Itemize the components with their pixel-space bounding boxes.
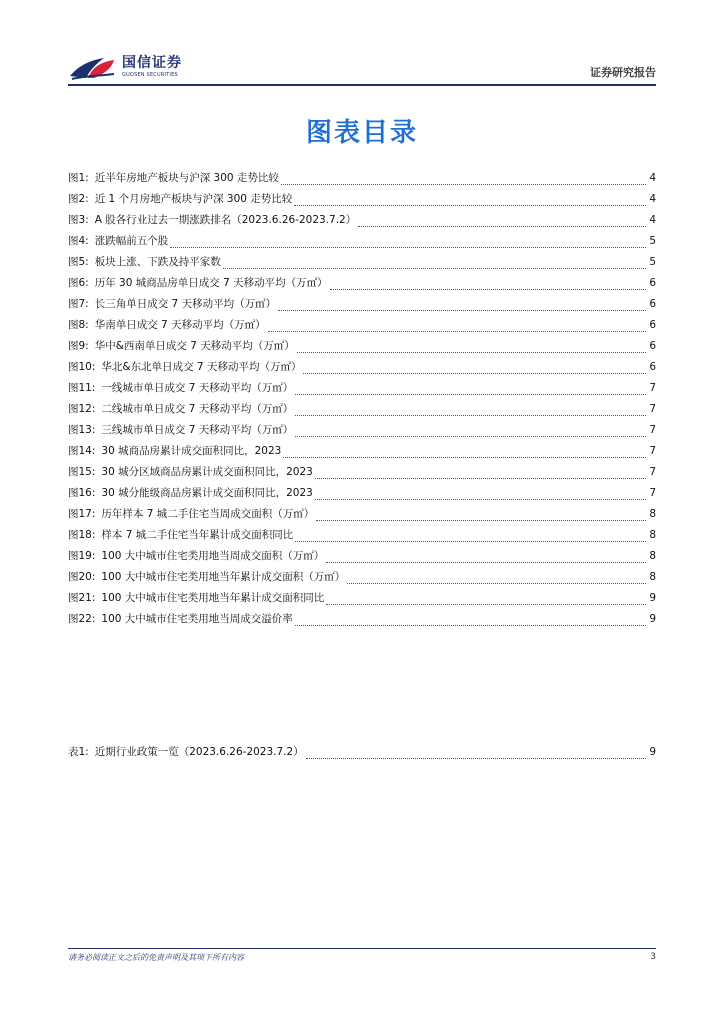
figure-entry[interactable] — [68, 296, 656, 317]
dot-leader — [223, 267, 646, 269]
figure-entry-title: 历年样本 7 城二手住宅当周成交面积（万㎡） — [101, 508, 315, 520]
figure-entry-page: 6 — [649, 361, 656, 373]
figure-entry-page: 8 — [649, 550, 656, 562]
figure-entry-title: 近 1 个月房地产板块与沪深 300 走势比较 — [94, 193, 293, 205]
figure-entry-label: 图3: — [68, 214, 89, 226]
figure-entry[interactable] — [68, 590, 656, 611]
figure-entry-title: 华北&东北单日成交 7 天移动平均（万㎡） — [101, 361, 302, 373]
dot-leader — [347, 582, 646, 584]
figure-entry-page: 6 — [649, 340, 656, 352]
figure-entry-page: 8 — [649, 571, 656, 583]
figure-entry[interactable] — [68, 170, 656, 191]
figure-entry-title: 华南单日成交 7 天移动平均（万㎡） — [94, 319, 266, 331]
figure-entry-label: 图11: — [68, 382, 96, 394]
figure-entry[interactable] — [68, 275, 656, 296]
table-entry-label: 表1: — [68, 746, 89, 758]
dot-leader — [281, 183, 646, 185]
figure-entry-page: 9 — [649, 592, 656, 604]
figure-entry-page: 6 — [649, 298, 656, 310]
figure-entry-label: 图9: — [68, 340, 89, 352]
dot-leader — [358, 225, 646, 227]
figure-entry[interactable] — [68, 380, 656, 401]
figure-entry[interactable] — [68, 506, 656, 527]
dot-leader — [306, 757, 646, 759]
figure-entry-page: 6 — [649, 319, 656, 331]
dot-leader — [297, 351, 646, 353]
figure-entry-label: 图7: — [68, 298, 89, 310]
figure-entry-title: 长三角单日成交 7 天移动平均（万㎡） — [94, 298, 277, 310]
figure-entry[interactable] — [68, 548, 656, 569]
figure-entry-title: 30 城分区域商品房累计成交面积同比，2023 — [101, 466, 313, 478]
figure-entry-title: 30 城分能级商品房累计成交面积同比，2023 — [101, 487, 313, 499]
dot-leader — [170, 246, 646, 248]
figure-entry-title: 三线城市单日成交 7 天移动平均（万㎡） — [101, 424, 294, 436]
figure-entry-label: 图15: — [68, 466, 96, 478]
guosen-logo — [68, 50, 218, 84]
footer-divider — [68, 948, 656, 949]
figure-entry[interactable] — [68, 254, 656, 275]
figure-entry-page: 7 — [649, 487, 656, 499]
dot-leader — [315, 498, 646, 500]
figure-entry-page: 9 — [649, 613, 656, 625]
figure-entry-title: 二线城市单日成交 7 天移动平均（万㎡） — [101, 403, 294, 415]
dot-leader — [326, 603, 646, 605]
figure-entry-label: 图13: — [68, 424, 96, 436]
figure-entry-label: 图16: — [68, 487, 96, 499]
figure-entry-label: 图19: — [68, 550, 96, 562]
figure-entry-page: 7 — [649, 445, 656, 457]
figure-entry-page: 4 — [649, 172, 656, 184]
figure-entry-page: 6 — [649, 277, 656, 289]
disclaimer-note: 请务必阅读正文之后的免责声明及其项下所有内容 — [68, 953, 244, 962]
dot-leader — [268, 330, 646, 332]
figure-entry-label: 图14: — [68, 445, 96, 457]
figure-entry-title: 100 大中城市住宅类用地当周成交溢价率 — [101, 613, 293, 625]
figure-entry[interactable] — [68, 611, 656, 632]
guosen-logo-mark-icon — [68, 52, 118, 82]
dot-leader — [316, 519, 646, 521]
figure-entry-label: 图12: — [68, 403, 96, 415]
dot-leader — [295, 624, 646, 626]
dot-leader — [283, 456, 646, 458]
figure-entry-label: 图6: — [68, 277, 89, 289]
figure-entry-label: 图22: — [68, 613, 96, 625]
table-entry[interactable] — [68, 744, 656, 765]
dot-leader — [295, 393, 646, 395]
figure-entry-label: 图8: — [68, 319, 89, 331]
figure-entry[interactable] — [68, 485, 656, 506]
figure-entry-page: 7 — [649, 403, 656, 415]
table-entry-title: 近期行业政策一览（2023.6.26-2023.7.2） — [94, 746, 304, 758]
page-number: 3 — [650, 952, 656, 962]
figure-entry-page: 5 — [649, 256, 656, 268]
figure-entry-page: 8 — [649, 508, 656, 520]
dot-leader — [326, 561, 646, 563]
dot-leader — [315, 477, 646, 479]
figure-entry[interactable] — [68, 191, 656, 212]
dot-leader — [303, 372, 646, 374]
figure-entry-page: 4 — [649, 214, 656, 226]
table-list — [68, 744, 656, 765]
header — [68, 50, 656, 84]
figure-entry-title: 30 城商品房累计成交面积同比，2023 — [101, 445, 282, 457]
dot-leader — [295, 540, 646, 542]
figure-entry-title: 100 大中城市住宅类用地当年累计成交面积（万㎡） — [101, 571, 346, 583]
figure-entry-label: 图21: — [68, 592, 96, 604]
figure-entry[interactable] — [68, 233, 656, 254]
figure-entry-label: 图5: — [68, 256, 89, 268]
figure-entry-title: 板块上涨、下跌及持平家数 — [94, 256, 221, 268]
logo-english-name: GUOSEN SECURITIES — [122, 72, 178, 78]
figure-entry-title: 100 大中城市住宅类用地当年累计成交面积同比 — [101, 592, 325, 604]
figure-entry[interactable] — [68, 317, 656, 338]
figure-entry-title: 100 大中城市住宅类用地当周成交面积（万㎡） — [101, 550, 325, 562]
figure-entry[interactable] — [68, 422, 656, 443]
figure-entry[interactable] — [68, 527, 656, 548]
figure-entry-title: 历年 30 城商品房单日成交 7 天移动平均（万㎡） — [94, 277, 328, 289]
figure-entry-page: 5 — [649, 235, 656, 247]
figure-entry-page: 4 — [649, 193, 656, 205]
figure-entry-label: 图18: — [68, 529, 96, 541]
figure-entry[interactable] — [68, 359, 656, 380]
figure-entry-label: 图17: — [68, 508, 96, 520]
figure-entry-title: 一线城市单日成交 7 天移动平均（万㎡） — [101, 382, 294, 394]
table-entry-page: 9 — [649, 746, 656, 758]
figure-entry-page: 8 — [649, 529, 656, 541]
figure-entry-label: 图4: — [68, 235, 89, 247]
logo-chinese-name: 国信证券 — [122, 55, 182, 71]
dot-leader — [295, 435, 646, 437]
dot-leader — [278, 309, 646, 311]
figure-entry-title: 样本 7 城二手住宅当年累计成交面积同比 — [101, 529, 294, 541]
figure-entry-title: 近半年房地产板块与沪深 300 走势比较 — [94, 172, 279, 184]
figure-entry[interactable] — [68, 212, 656, 233]
figure-entry[interactable] — [68, 338, 656, 359]
figure-entry[interactable] — [68, 569, 656, 590]
figure-entry-label: 图20: — [68, 571, 96, 583]
figure-entry[interactable] — [68, 443, 656, 464]
dot-leader — [330, 288, 646, 290]
figure-list — [68, 170, 656, 632]
figure-entry-title: A 股各行业过去一期涨跌排名（2023.6.26-2023.7.2） — [94, 214, 357, 226]
figure-entry-label: 图10: — [68, 361, 96, 373]
figure-entry-title: 华中&西南单日成交 7 天移动平均（万㎡） — [94, 340, 295, 352]
figure-entry[interactable] — [68, 464, 656, 485]
figure-entry[interactable] — [68, 401, 656, 422]
figure-entry-page: 7 — [649, 424, 656, 436]
figure-entry-label: 图1: — [68, 172, 89, 184]
page-title: 图表目录 — [305, 118, 418, 148]
dot-leader — [295, 414, 646, 416]
report-type-label: 证券研究报告 — [590, 66, 656, 79]
dot-leader — [294, 204, 646, 206]
header-divider — [68, 84, 656, 86]
figure-entry-page: 7 — [649, 382, 656, 394]
figure-entry-page: 7 — [649, 466, 656, 478]
figure-entry-title: 涨跌幅前五个股 — [94, 235, 169, 247]
figure-entry-label: 图2: — [68, 193, 89, 205]
